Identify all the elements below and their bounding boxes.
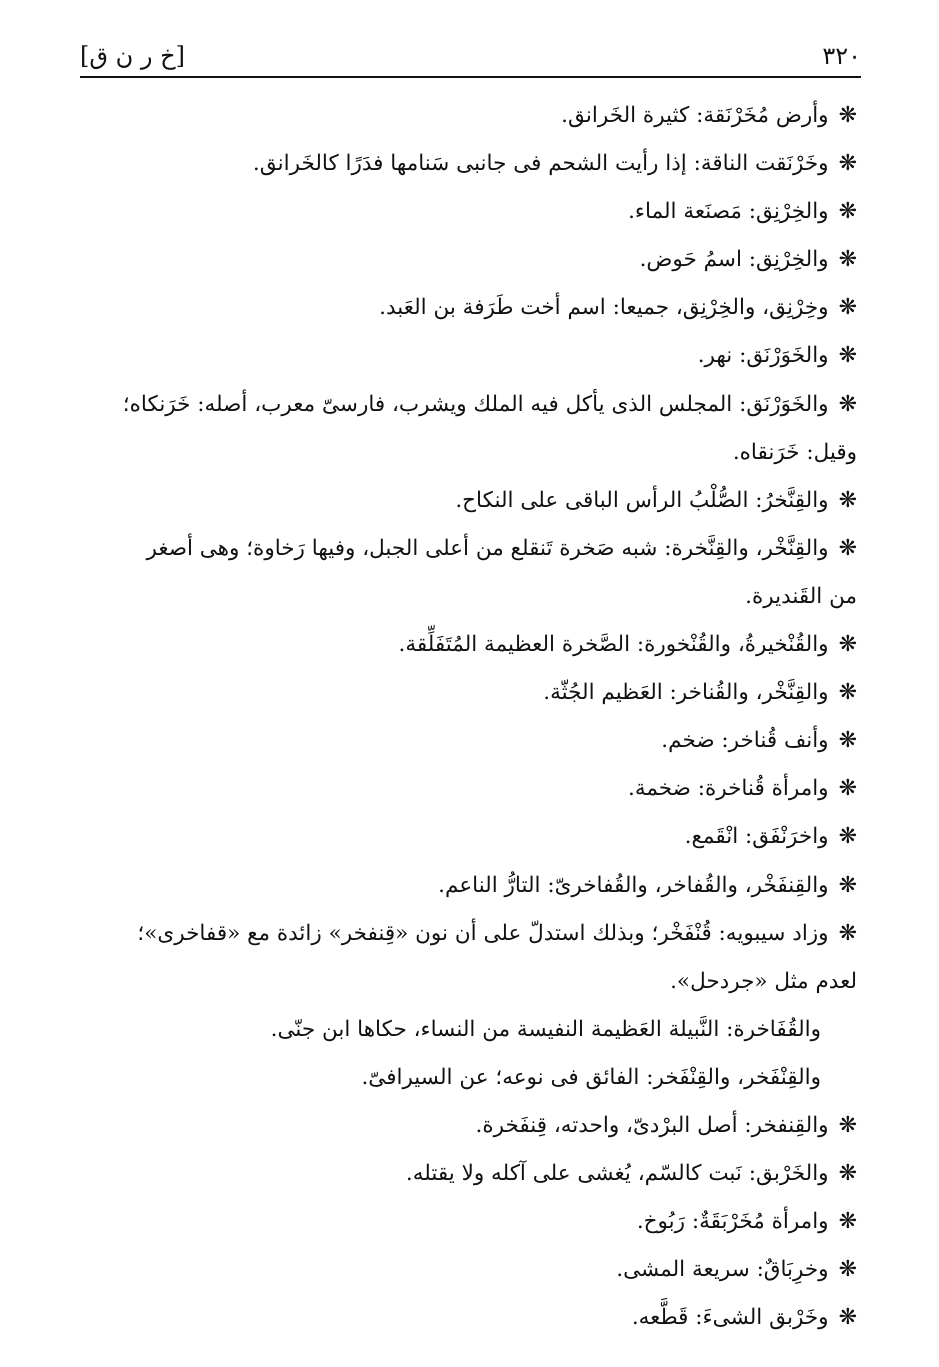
entry-text: واخرَنْفَق: انْقَمع.	[684, 824, 829, 850]
entry-text: والقِنَّخْر، والقِنَّخرة: شبه صَخرة تَنقلع من أعلى الجبل، وفيها رَخاوة؛ وهى أصغر	[146, 535, 829, 561]
root-label: [خ ر ن ق]	[80, 42, 185, 70]
entry-marker-icon: ❋	[838, 295, 857, 321]
entry-marker-icon: ❋	[838, 487, 857, 513]
entry-text: من القَنديرة.	[745, 583, 857, 609]
entry-line	[82, 621, 857, 669]
entry-text: وخرِبَاقٌ: سريعة المشى.	[616, 1257, 829, 1283]
entry-marker-icon: ❋	[838, 1257, 857, 1283]
entry-line	[82, 525, 857, 573]
entry-line	[82, 1006, 821, 1054]
entry-marker-icon: ❋	[838, 391, 857, 417]
header-rule	[80, 76, 861, 78]
entry-text: وامرأة مُخَرْبَقَةٌ: رَبُوخ.	[636, 1209, 829, 1235]
entry-marker-icon: ❋	[838, 872, 857, 898]
entry-line	[82, 1246, 857, 1294]
entry-line	[82, 765, 857, 813]
entry-marker-icon: ❋	[838, 1305, 857, 1331]
entry-text: لعدم مثل «جردحل».	[670, 968, 857, 994]
entry-line	[82, 1294, 857, 1342]
entry-marker-icon: ❋	[838, 728, 857, 754]
entry-text: وأرض مُخَرْنَقة: كثيرة الخَرانق.	[561, 103, 829, 128]
entry-marker-icon: ❋	[838, 1209, 857, 1235]
entry-text: والقِنَّخْر، والقُناخر: العَظيم الجُثّة.	[543, 680, 829, 706]
entry-text: والقِنفَخْر، والقُفاخر، والقُفاخرىّ: التارُّ الناعم.	[438, 872, 829, 898]
entry-line	[82, 381, 857, 429]
entry-text: وامرأة قُناخرة: ضخمة.	[628, 776, 829, 802]
entry-text: وقيل: خَرَنقاه.	[732, 439, 857, 465]
entry-marker-icon: ❋	[838, 1161, 857, 1187]
entry-text: وخَرْنَقت الناقة: إذا رأيت الشحم فى جانبى سَنامها فدَرًا كالخَرانق.	[252, 151, 829, 177]
entry-text: والقِنفخر: أصل البرْدىّ، واحدته، قِنفَخرة.	[475, 1112, 829, 1138]
entry-line	[82, 1198, 857, 1246]
entry-marker-icon: ❋	[838, 1112, 857, 1138]
entry-line	[82, 236, 857, 284]
entry-text: والخَوَرْنَق: المجلس الذى يأكل فيه الملك ويشرب، فارسىّ معرب، أصله: خَرَنكاه؛	[122, 391, 829, 417]
entry-text: والخَرْبق: نَبت كالسّم، يُغشى على آكله ولا يقتله.	[405, 1161, 829, 1187]
entry-line	[82, 429, 857, 477]
entry-text: والخِرْنِق: اسمُ حَوض.	[639, 247, 829, 273]
entry-line	[82, 813, 857, 861]
page-number: ٣٢٠	[822, 42, 861, 70]
entry-text: والقُنْخيرةُ، والقُنْخورة: الصَّخرة العظيمة المُتَفَلِّقة.	[398, 632, 829, 658]
entry-marker-icon: ❋	[838, 535, 857, 561]
entry-text: وخَرْبق الشىءَ: قَطَّعه.	[631, 1305, 829, 1331]
entry-text: والقُفَاخرة: النَّبيلة العَظيمة النفيسة من النساء، حكاها ابن جنّى.	[270, 1016, 821, 1042]
entry-line	[82, 717, 857, 765]
entry-text: وأنف قُناخر: ضخم.	[661, 728, 829, 754]
entry-line	[82, 910, 857, 958]
entry-text: والخَوَرْنَق: نهر.	[697, 343, 829, 369]
entry-line	[82, 862, 857, 910]
page-header	[80, 38, 861, 70]
entry-line	[82, 1150, 857, 1198]
entry-text: وخِرْنِق، والخِرْنِق، جميعا: اسم أخت طَرَفة بن العَبد.	[379, 295, 829, 321]
entry-marker-icon: ❋	[838, 632, 857, 658]
entry-marker-icon: ❋	[838, 199, 857, 225]
entry-line	[82, 284, 857, 332]
entry-line	[82, 332, 857, 380]
entry-marker-icon: ❋	[838, 151, 857, 177]
entry-line	[82, 1102, 857, 1150]
entry-marker-icon: ❋	[838, 103, 857, 128]
entry-text: والقِنَّخرُ: الصُّلْبُ الرأس الباقى على النكاح.	[455, 487, 829, 513]
entry-text: وزاد سيبويه: قُنْفَخْر؛ وبذلك استدلّ على أن نون «قِنفخر» زائدة مع «قفاخرى»؛	[137, 920, 829, 946]
entries-body	[82, 92, 857, 1342]
entry-line	[82, 140, 857, 188]
entry-line	[82, 669, 857, 717]
entry-marker-icon: ❋	[838, 776, 857, 802]
entry-text: والخِرْنِق: مَصنَعة الماء.	[628, 199, 829, 225]
entry-line	[82, 573, 857, 621]
entry-line	[82, 1054, 821, 1102]
entry-marker-icon: ❋	[838, 824, 857, 850]
entry-line	[82, 477, 857, 525]
entry-line	[82, 958, 857, 1006]
entry-text: والقِنْفَخر، والقِنْفَخر: الفائق فى نوعه؛ عن السيرافىّ.	[361, 1064, 821, 1090]
entry-marker-icon: ❋	[838, 920, 857, 946]
entry-marker-icon: ❋	[838, 247, 857, 273]
entry-line	[82, 188, 857, 236]
entry-marker-icon: ❋	[838, 680, 857, 706]
entry-line	[82, 92, 857, 140]
entry-marker-icon: ❋	[838, 343, 857, 369]
